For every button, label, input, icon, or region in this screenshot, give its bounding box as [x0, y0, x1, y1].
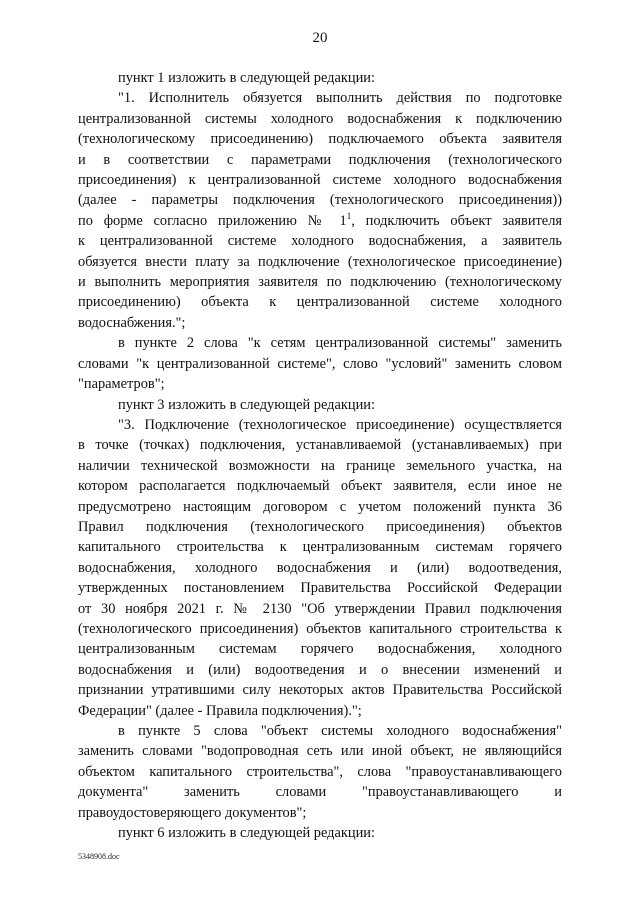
text-line: признании утратившими силу некоторых актов Правительства Российской [78, 682, 562, 699]
text-line: (далее - параметры подключения (технологического присоединения)) [78, 192, 562, 209]
text-line: к централизованной системе холодного водоснабжения, а заявитель [78, 233, 562, 250]
text-line: объектом капитального строительства", слова "правоустанавливающего [78, 763, 562, 780]
text-line: заменить словами "водопроводная сеть или иной объект, не являющийся [78, 743, 562, 760]
text-line: "параметров"; [78, 376, 165, 393]
text-fragment: , подключить объект заявителя [351, 212, 562, 229]
text-line: пункт 1 изложить в следующей редакции: [118, 70, 375, 86]
text-line: и в соответствии с параметрами подключения (технологического [78, 151, 562, 168]
text-line: в пункте 2 слова "к сетям централизованной системы" заменить [118, 335, 562, 352]
paragraph-4 [78, 395, 562, 415]
text-line: пункт 6 изложить в следующей редакции: [118, 825, 375, 842]
paragraph-7 [78, 823, 562, 843]
text-line: пункт 3 изложить в следующей редакции: [118, 396, 375, 413]
text-line: наличии технической возможности на границе земельного участка, на [78, 457, 562, 474]
text-line: "1. Исполнитель обязуется выполнить действия по подготовке [118, 90, 562, 107]
text-line: и выполнить мероприятия заявителя по подключению (технологическому [78, 274, 562, 291]
text-line: Федерации" (далее - Правила подключения)."; [78, 702, 362, 719]
paragraph-2 [78, 88, 562, 333]
text-line: водоснабжения и (или) водоотведения и о внесении изменений и [78, 661, 562, 678]
text-line-with-superscript [78, 211, 562, 231]
text-line: предусмотрено настоящим договором с учетом положений пункта 36 [78, 498, 562, 515]
text-line: утвержденных постановлением Правительства Российской Федерации [78, 580, 562, 597]
file-name-footer: 5348908.doc [78, 852, 120, 861]
text-line: присоединению) объекта к централизованной системе холодного [78, 294, 562, 311]
text-line: правоудостоверяющего документов"; [78, 804, 307, 821]
paragraph-6 [78, 721, 562, 823]
text-line: капитального строительства к централизованным системам горячего [78, 539, 562, 556]
paragraph-3 [78, 333, 562, 394]
paragraph-1 [78, 68, 562, 88]
text-line: централизованным системам горячего водоснабжения, холодного [78, 641, 562, 658]
text-line: "3. Подключение (технологическое присоединение) осуществляется [118, 416, 562, 433]
paragraph-5 [78, 415, 562, 721]
text-line: котором располагается подключаемый объект заявителя, если иное не [78, 478, 562, 495]
text-line: водоснабжения."; [78, 314, 186, 331]
text-line: (технологическому присоединению) подключаемого объекта заявителя [78, 131, 562, 148]
text-line: (технологического присоединения) объектов капитального строительства к [78, 620, 562, 637]
document-body [78, 68, 562, 843]
text-line: централизованной системы холодного водоснабжения к подключению [78, 110, 562, 127]
text-line: документа" заменить словами "правоустанавливающего и [78, 784, 562, 801]
text-line: Правил подключения (технологического присоединения) объектов [78, 518, 562, 535]
text-line: в пункте 5 слова "объект системы холодного водоснабжения" [118, 723, 562, 739]
text-line: словами "к централизованной системе", слово "условий" заменить словом [78, 355, 562, 372]
text-fragment: по форме согласно приложению № 1 [78, 212, 347, 229]
text-line: присоединения) к централизованной системе холодного водоснабжения [78, 172, 562, 189]
page-number: 20 [312, 30, 328, 46]
text-line: водоснабжения, холодного водоснабжения и (или) водоотведения, [78, 559, 562, 576]
text-line: в точке (точках) подключения, устанавливаемой (устанавливаемых) при [78, 437, 562, 454]
text-line: обязуется внести плату за подключение (технологическое присоединение) [78, 253, 562, 270]
text-line: от 30 ноября 2021 г. № 2130 "Об утверждении Правил подключения [78, 600, 562, 617]
superscript: 1 [346, 210, 352, 221]
